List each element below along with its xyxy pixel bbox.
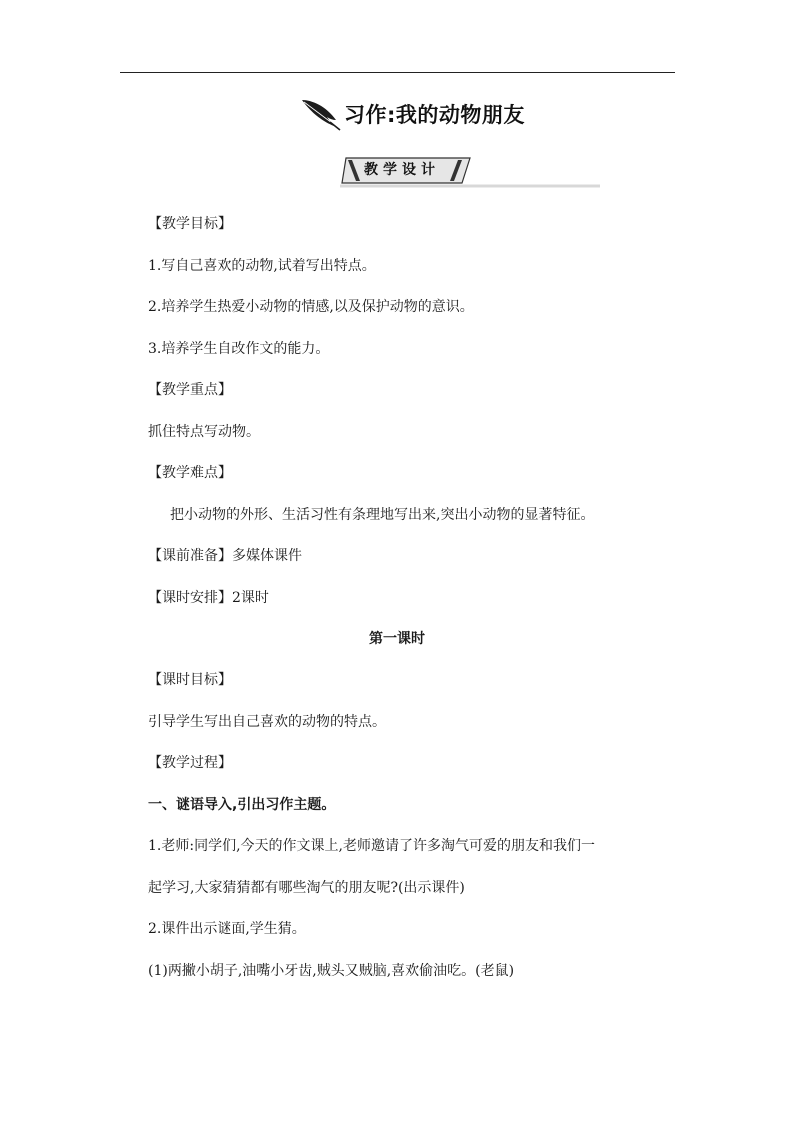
difficulties-heading: 【教学难点】 (148, 465, 232, 481)
goals-heading: 【教学目标】 (148, 216, 232, 232)
difficulties-text: 把小动物的外形、生活习性有条理地写出来,突出小动物的显著特征。 (170, 507, 595, 523)
process-heading: 【教学过程】 (148, 755, 232, 771)
section-banner (120, 156, 680, 190)
title-block (300, 92, 525, 136)
feather-quill-icon (300, 96, 342, 132)
step-1-line-1: 1.老师:同学们,今天的作文课上,老师邀请了许多淘气可爱的朋友和我们一 (148, 838, 595, 854)
section-1-heading: 一、谜语导入,引出习作主题。 (148, 797, 336, 813)
riddle-1: (1)两撇小胡子,油嘴小牙齿,贼头又贼脑,喜欢偷油吃。(老鼠) (148, 963, 515, 979)
key-points-heading: 【教学重点】 (148, 382, 232, 398)
schedule-line: 【课时安排】2课时 (148, 590, 269, 606)
lesson-title: 第一课时 (369, 631, 425, 647)
key-points-text: 抓住特点写动物。 (148, 424, 260, 440)
lesson-goals-heading: 【课时目标】 (148, 672, 232, 688)
top-rule (120, 72, 675, 73)
goal-item-1: 1.写自己喜欢的动物,试着写出特点。 (148, 258, 376, 274)
preparation-line: 【课前准备】多媒体课件 (148, 548, 302, 564)
banner-label: 教学设计 (364, 162, 440, 178)
step-2: 2.课件出示谜面,学生猜。 (148, 921, 306, 937)
step-1-line-2: 起学习,大家猜猜都有哪些淘气的朋友呢?(出示课件) (148, 880, 465, 896)
lesson-goals-text: 引导学生写出自己喜欢的动物的特点。 (148, 714, 386, 730)
page-title: 习作:我的动物朋友 (344, 103, 525, 127)
goal-item-2: 2.培养学生热爱小动物的情感,以及保护动物的意识。 (148, 299, 474, 315)
goal-item-3: 3.培养学生自改作文的能力。 (148, 341, 330, 357)
